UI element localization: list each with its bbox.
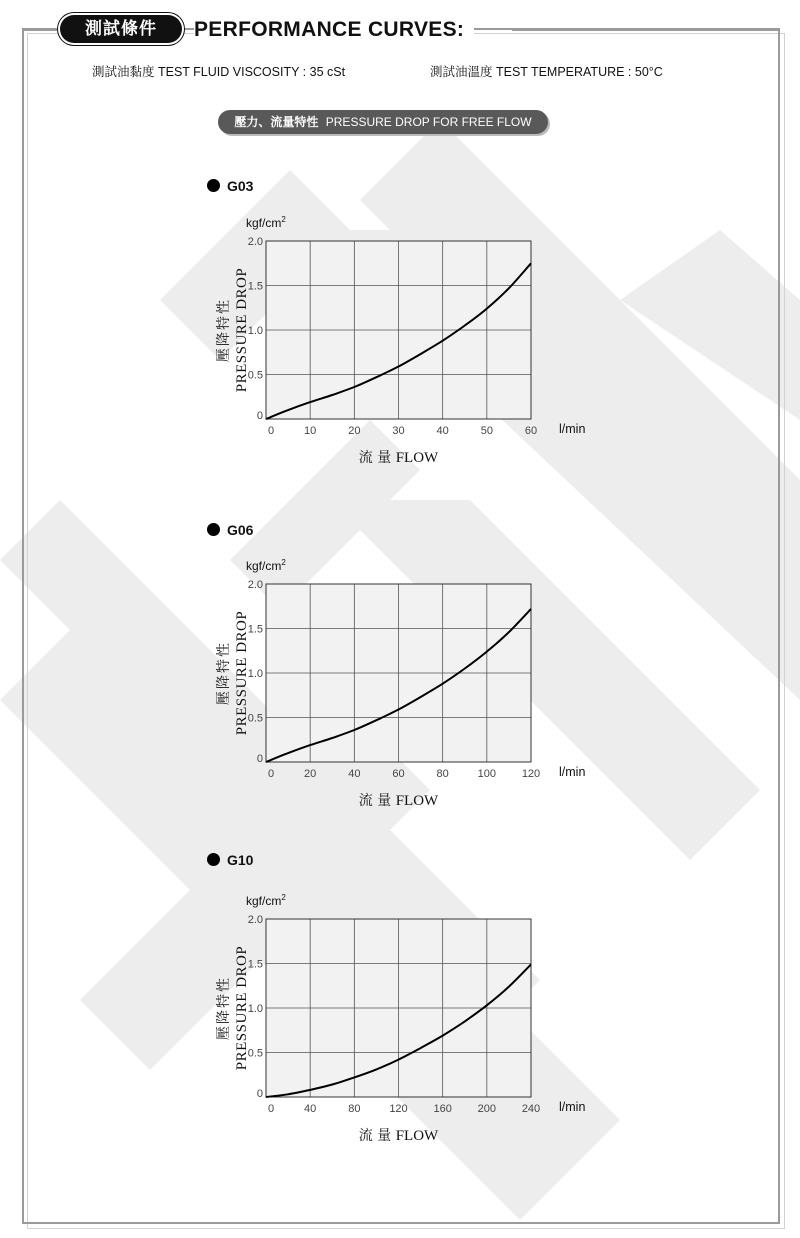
y-tick-label: 0 xyxy=(256,410,263,422)
x-tick-label: 20 xyxy=(304,768,317,780)
x-tick-label: 60 xyxy=(392,768,405,780)
x-tick-label: 160 xyxy=(433,1103,452,1115)
y-tick-label: 2.0 xyxy=(247,236,263,248)
chart-g06 xyxy=(195,548,615,818)
bullet-icon xyxy=(207,179,220,192)
bullet-icon xyxy=(207,523,220,536)
x-tick-label: 0 xyxy=(268,1103,275,1115)
x-tick-label: 10 xyxy=(304,425,317,437)
x-unit-label: l/min xyxy=(559,422,586,436)
y-axis-label-en: PRESSURE DROP xyxy=(234,610,250,736)
x-tick-label: 200 xyxy=(477,1103,497,1115)
y-tick-label: 2.0 xyxy=(247,579,263,591)
model-label-g06 xyxy=(207,522,253,538)
x-axis-label-en: FLOW xyxy=(395,1128,439,1144)
y-axis-label xyxy=(215,611,250,735)
model-label-g03 xyxy=(207,178,253,194)
x-tick-label: 100 xyxy=(477,768,497,780)
y-tick-label: 1.0 xyxy=(247,325,263,337)
x-unit-label: l/min xyxy=(559,765,586,779)
header xyxy=(0,12,800,48)
y-axis-label xyxy=(215,268,250,392)
x-axis-label xyxy=(359,449,439,466)
model-name: G10 xyxy=(227,852,254,868)
y-axis-label xyxy=(215,946,250,1070)
test-temperature: 測試油溫度 TEST TEMPERATURE : 50°C xyxy=(430,65,663,79)
x-axis-label-en: FLOW xyxy=(395,793,439,809)
x-tick-label: 40 xyxy=(348,768,361,780)
x-axis-label-zh: 流 量 xyxy=(358,793,396,809)
y-unit-label: kgf/$cm^2$ xyxy=(246,558,286,573)
y-axis-label-zh: 壓降特性 xyxy=(216,976,232,1040)
x-tick-label: 80 xyxy=(436,768,449,780)
section-title-zh: 壓力、流量特性 xyxy=(234,115,319,129)
y-unit-superscript: 2 xyxy=(281,558,286,567)
y-tick-label: 0 xyxy=(256,1088,263,1100)
x-axis-label xyxy=(359,792,439,809)
x-tick-label: 0 xyxy=(268,425,275,437)
y-unit-label: kgf/$cm^2$ xyxy=(246,893,286,908)
y-tick-label: 0.5 xyxy=(247,712,263,725)
y-tick-label: 0 xyxy=(256,753,263,765)
y-tick-label: 2.0 xyxy=(247,914,263,926)
x-axis-label xyxy=(359,1127,439,1144)
y-tick-label: 1.5 xyxy=(247,958,263,971)
x-axis-label-zh: 流 量 xyxy=(358,450,396,466)
chart-g10 xyxy=(195,883,615,1153)
header-rule-left xyxy=(22,29,60,31)
x-tick-label: 240 xyxy=(521,1103,541,1115)
x-axis-label-en: FLOW xyxy=(395,450,439,466)
x-axis-label-zh: 流 量 xyxy=(358,1128,396,1144)
x-unit-label: l/min xyxy=(559,1100,586,1114)
header-rule-right xyxy=(512,29,780,31)
section-title-en: PRESSURE DROP FOR FREE FLOW xyxy=(325,115,532,129)
model-label-g10 xyxy=(207,852,253,868)
y-unit-superscript: 2 xyxy=(281,893,286,902)
y-tick-label: 1.5 xyxy=(247,280,263,293)
header-badge: 測試條件 xyxy=(60,15,182,43)
chart-g03 xyxy=(195,205,615,475)
y-axis-label-en: PRESSURE DROP xyxy=(234,267,250,393)
bullet-icon xyxy=(207,853,220,866)
x-tick-label: 60 xyxy=(524,425,538,437)
x-tick-label: 20 xyxy=(348,425,361,437)
x-tick-label: 120 xyxy=(521,768,541,780)
y-axis-label-zh: 壓降特性 xyxy=(216,298,232,362)
y-unit-superscript: 2 xyxy=(281,215,286,224)
y-axis-label-en: PRESSURE DROP xyxy=(234,945,250,1071)
x-tick-label: 30 xyxy=(392,425,405,437)
y-tick-label: 1.0 xyxy=(247,668,263,680)
y-axis-label-zh: 壓降特性 xyxy=(216,641,232,705)
y-unit-label: kgf/$cm^2$ xyxy=(246,215,286,230)
y-tick-label: 1.0 xyxy=(247,1003,263,1015)
x-tick-label: 80 xyxy=(348,1103,361,1115)
page-title: PERFORMANCE CURVES: xyxy=(194,15,474,45)
x-tick-label: 40 xyxy=(436,425,449,437)
y-tick-label: 0.5 xyxy=(247,369,263,382)
x-tick-label: 120 xyxy=(389,1103,408,1115)
section-title-bar xyxy=(218,110,548,134)
y-tick-label: 1.5 xyxy=(247,623,263,636)
test-viscosity: 測試油黏度 TEST FLUID VISCOSITY : 35 cSt xyxy=(92,65,346,79)
x-tick-label: 0 xyxy=(268,768,275,780)
x-tick-label: 50 xyxy=(480,425,493,437)
x-tick-label: 40 xyxy=(304,1103,317,1115)
model-name: G03 xyxy=(227,178,254,194)
y-tick-label: 0.5 xyxy=(247,1047,263,1060)
model-name: G06 xyxy=(227,522,254,538)
